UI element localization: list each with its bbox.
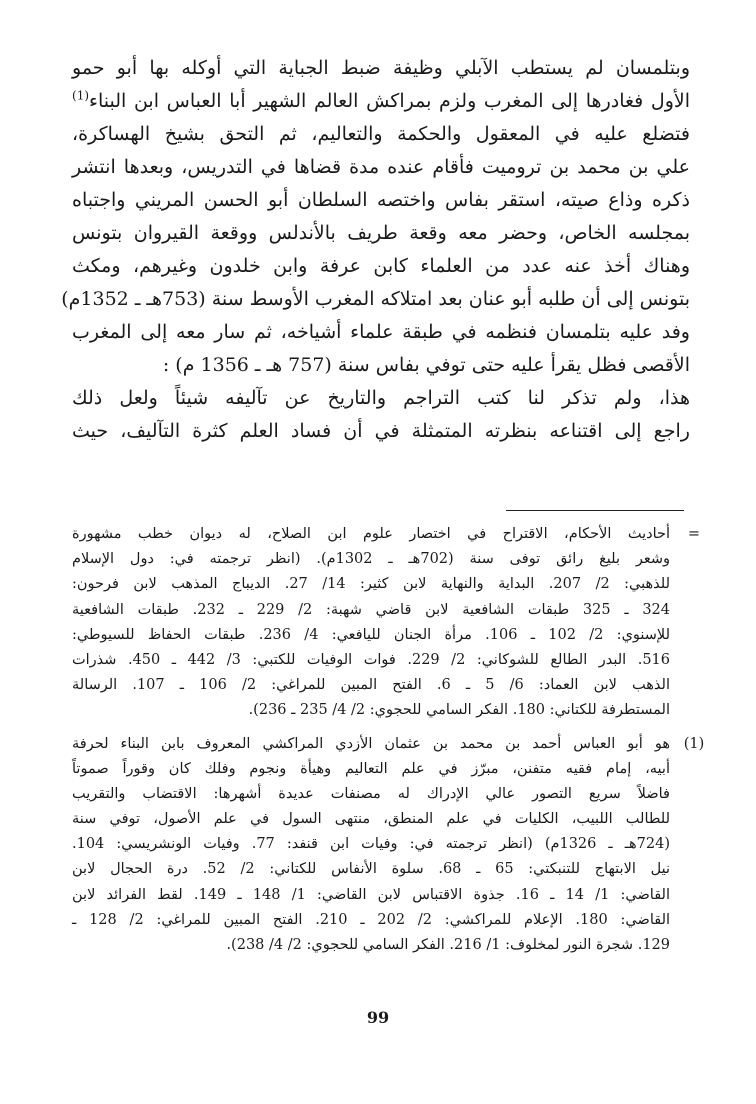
page-number: 99 [366,1008,390,1027]
footnote-continuation-marker: = [687,526,701,542]
body-line [72,85,690,118]
body-line: بمجلسه الخاص، وحضر معه وقعة طريف بالأندلس ووقعة القيروان بتونس [72,222,690,244]
body-line: بتونس إلى أن طلبه أبو عنان بعد امتلاكه المغرب الأوسط سنة (753هـ ـ 1352م) [61,288,690,310]
body-line: وبتلمسان لم يستطب الآبلي وظيفة ضبط الجباية التي أوكله بها أبو حمو [72,57,690,79]
body-line-text: الأول فغادرها إلى المغرب ولزم بمراكش العالم الشهير أبا العباس ابن البناء [89,90,691,112]
footnote-line: 129. شجرة النور لمخلوف: 1/ 216. الفكر السامي للحجوي: 2/ 4/ 238). [226,937,670,953]
footnote-line: الذهب لابن العماد: 6/ 5 ـ 6. الفتح المبين للمراغي: 2/ 106 ـ 107. الرسالة [72,677,670,694]
footnote-line: فاضلاً سريع التصور عالي الإدراك له مصنفات عديدة أشهرها: الاقتضاب والتقريب [72,785,670,802]
body-line: الأقصى فظل يقرأ عليه حتى توفي بفاس سنة (757 هـ ـ 1356 م) : [162,354,690,376]
body-line: وهناك أخذ عنه عدد من العلماء كابن عرفة وابن خلدون وغيرهم، ومكث [72,255,690,277]
body-line: ذكره وذاع صيته، استقر بفاس واختصه السلطان أبو الحسن المريني واجتباه [72,189,690,211]
body-line: وفد عليه بتلمسان فنظمه في طبقة علماء أشياخه، ثم سار معه إلى المغرب [72,321,690,343]
footnote-line: وشعر بليغ رائق توفى سنة (702هـ ـ 1302م). (انظر ترجمته في: دول الإسلام [72,551,670,568]
footnote-line: للذهبي: 2/ 207. البداية والنهاية لابن كثير: 14/ 27. الديباج المذهب لابن فرحون: [72,576,670,593]
main-text [61,52,691,448]
footnote-line: هو أبو العباس أحمد بن محمد بن عثمان الأزدي المراكشي المعروف بابن البناء لحرفة [72,735,670,752]
footnote-line: المستطرفة للكتاني: 180. الفكر السامي للحجوي: 2/ 4/ 235 ـ 236). [248,702,670,719]
footnote-1 [72,732,710,959]
footnote-line: أبيه، إمام فقيه متفنن، مبرّز في علم التعاليم وهيأة ونجوم وفلك كان وقوراً صموتاً [72,760,670,777]
footnote-line: نيل الابتهاج للتنبكتي: 65 ـ 68. سلوة الأنفاس للكتاني: 2/ 52. درة الحجال لابن [72,861,670,878]
footnote-continued [72,522,710,724]
footnote-line: 516. البدر الطالع للشوكاني: 2/ 229. فوات الوفيات للكتبي: 3/ 442 ـ 450. شذرات [72,651,670,668]
body-line: هذا، ولم تذكر لنا كتب التراجم والتاريخ عن تآليفه شيئاً ولعل ذلك [72,387,690,409]
footnote-line: للإسنوي: 2/ 102 ـ 106. مرأة الجنان لليافعي: 4/ 236. طبقات الحفاظ للسيوطي: [72,626,671,643]
footnote-separator [506,510,684,511]
footnote-line: القاضي: 1/ 14 ـ 16. جذوة الاقتباس لابن القاضي: 1/ 148 ـ 149. لقط الفرائد لابن [72,886,670,903]
body-line: فتضلع عليه في المعقول والحكمة والتعاليم، ثم التحق بشيخ الهساكرة، [72,123,690,145]
body-line: راجع إلى اقتناعه بنظرته المتمثلة في أن فساد العلم كثرة التآليف، حيث [72,420,690,442]
footnote-number: (1) [683,735,705,752]
footnotes-section [72,522,710,966]
footnote-line: (724هـ ـ 1326م) (انظر ترجمته في: وفيات ابن قنفد: 77. وفيات الونشريسي: 104. [72,836,670,853]
footnote-reference[interactable]: (1) [72,88,90,103]
footnote-line: 324 ـ 325 طبقات الشافعية لابن قاضي شهبة: 2/ 229 ـ 232. طبقات الشافعية [72,601,670,618]
footnote-line: أحاديث الأحكام، الاقتراح في اختصار علوم ابن الصلاح، له ديوان خطب مشهورة [72,526,670,542]
footnote-line: للطالب اللبيب، الكليات في علم المنطق، منتهى السول في علم الأصول، توفي سنة [72,811,670,828]
body-line: علي بن محمد بن تروميت فأقام عنده مدة قضاها في التدريس، وبعدها انتشر [72,156,690,178]
footnote-line: القاضي: 180. الإعلام للمراكشي: 2/ 202 ـ 210. الفتح المبين للمراغي: 2/ 128 ـ [72,911,671,928]
